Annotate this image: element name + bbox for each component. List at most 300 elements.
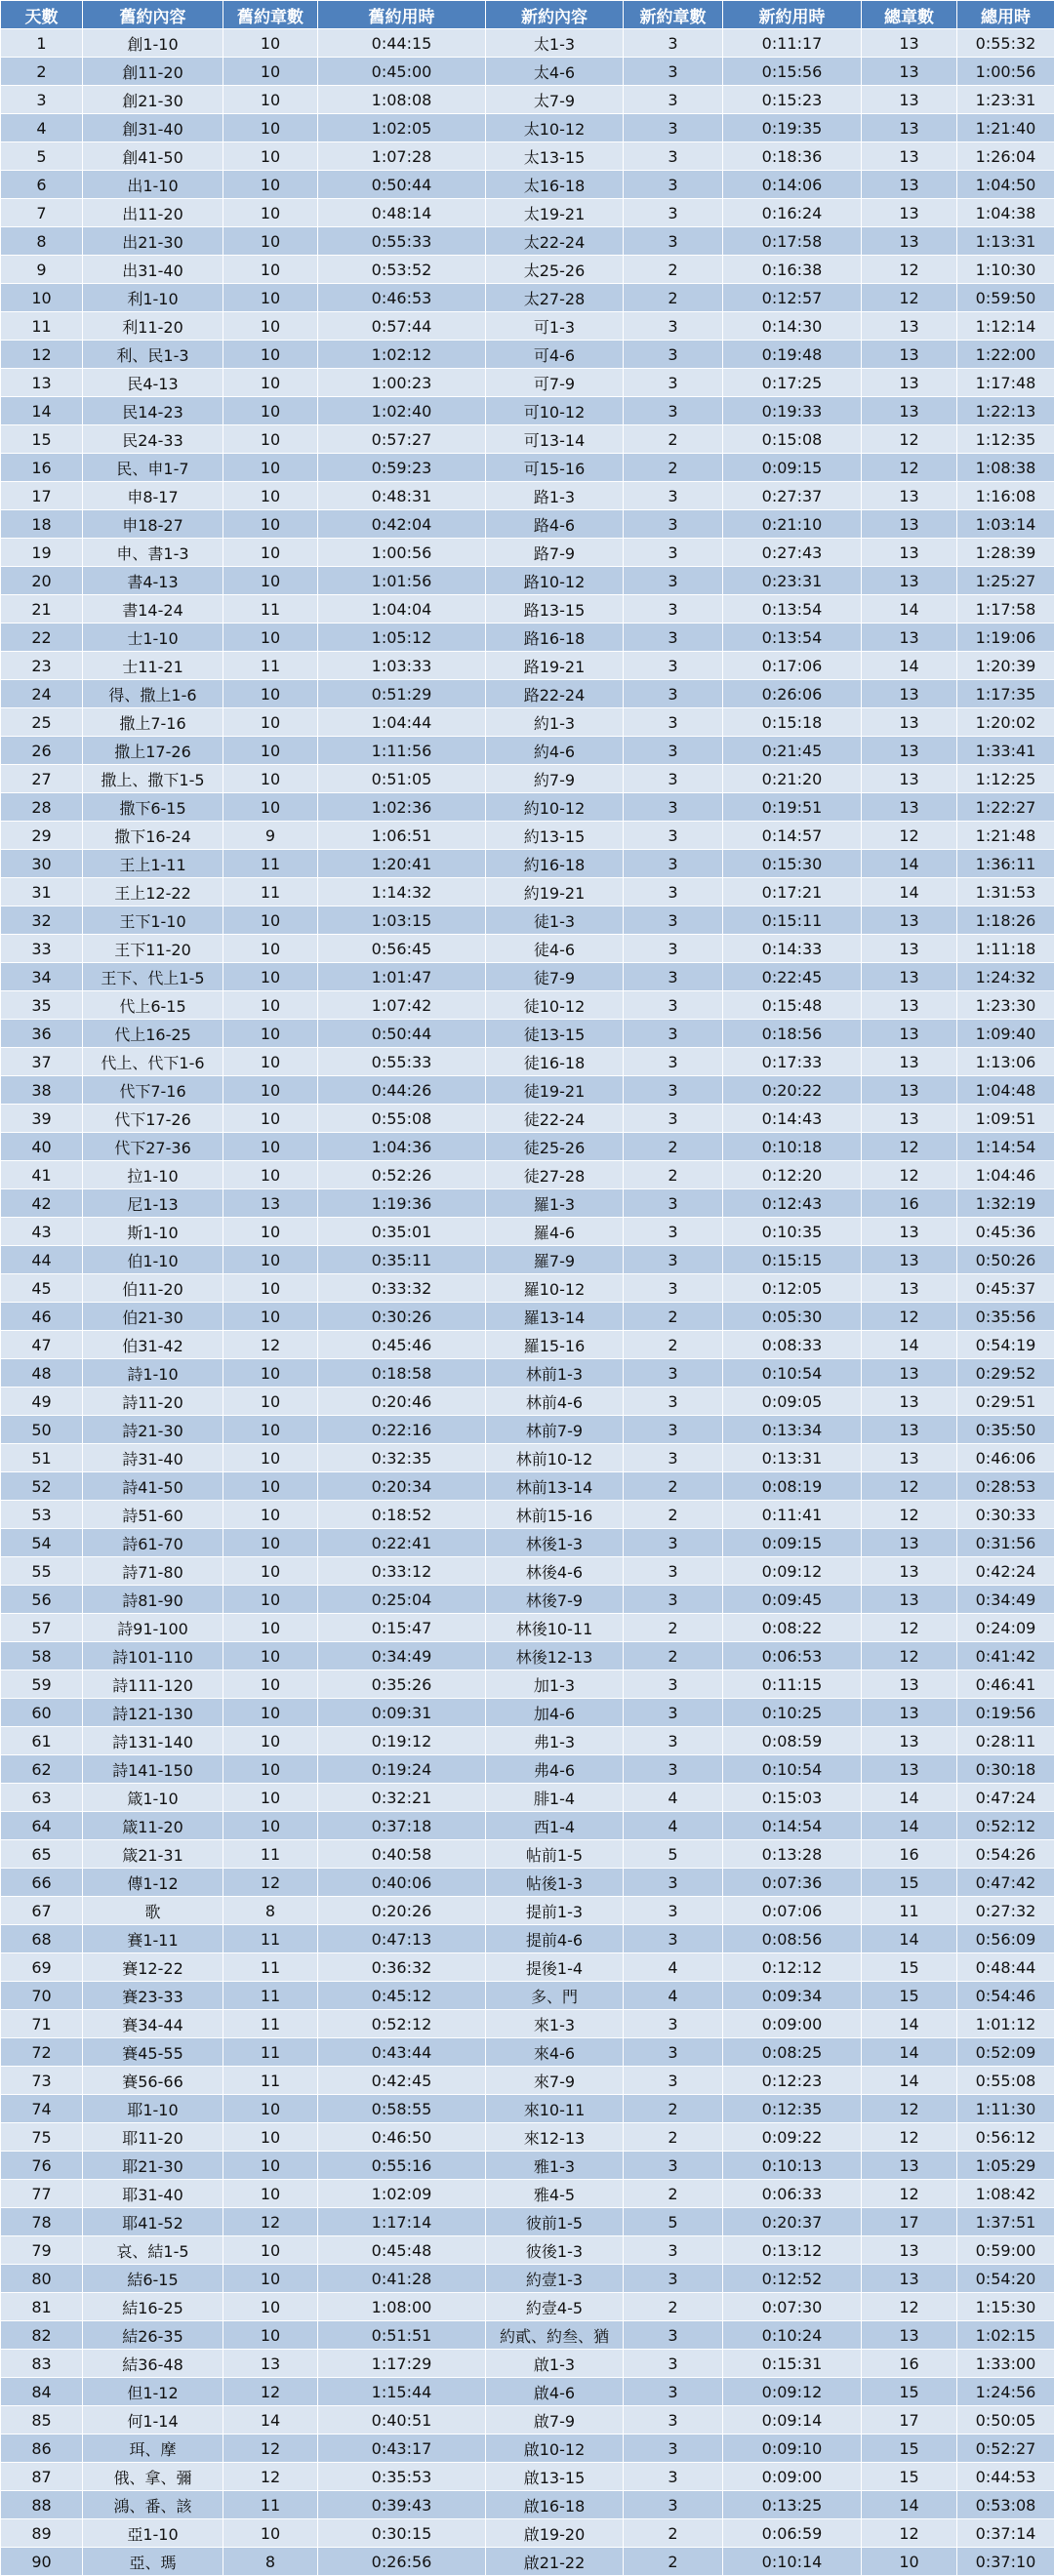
nt-content-cell: 啟21-22: [486, 2548, 624, 2576]
total-chapters-cell: 13: [862, 963, 957, 991]
ot-time-cell: 0:44:15: [318, 29, 486, 58]
day-cell: 78: [1, 2208, 83, 2236]
nt-chapters-cell: 3: [624, 1727, 723, 1755]
nt-time-cell: 0:09:22: [723, 2123, 862, 2152]
nt-chapters-cell: 3: [624, 1020, 723, 1048]
total-chapters-cell: 13: [862, 935, 957, 963]
table-row: [1, 1501, 1054, 1529]
nt-time-cell: 0:10:25: [723, 1699, 862, 1727]
ot-content-cell: 詩81-90: [83, 1586, 223, 1614]
total-chapters-cell: 12: [862, 2123, 957, 2152]
total-time-cell: 1:11:18: [957, 935, 1054, 963]
total-chapters-cell: 13: [862, 29, 957, 58]
nt-chapters-cell: 3: [624, 312, 723, 341]
total-chapters-cell: 15: [862, 2378, 957, 2406]
table-row: [1, 1246, 1054, 1274]
nt-time-cell: 0:09:05: [723, 1388, 862, 1416]
nt-chapters-cell: 4: [624, 1812, 723, 1840]
total-chapters-cell: 14: [862, 2491, 957, 2519]
table-row: [1, 1444, 1054, 1472]
table-row: [1, 765, 1054, 793]
ot-content-cell: 結36-48: [83, 2350, 223, 2378]
ot-time-cell: 1:01:47: [318, 963, 486, 991]
ot-content-cell: 但1-12: [83, 2378, 223, 2406]
total-time-cell: 1:12:25: [957, 765, 1054, 793]
ot-time-cell: 1:07:28: [318, 142, 486, 171]
ot-content-cell: 撒上、撒下1-5: [83, 765, 223, 793]
total-time-cell: 0:46:06: [957, 1444, 1054, 1472]
table-row: [1, 2236, 1054, 2265]
nt-time-cell: 0:20:22: [723, 1076, 862, 1105]
nt-time-cell: 0:26:06: [723, 680, 862, 708]
nt-time-cell: 0:14:43: [723, 1105, 862, 1133]
total-time-cell: 0:28:11: [957, 1727, 1054, 1755]
table-row: [1, 2010, 1054, 2038]
ot-chapters-cell: 10: [223, 1529, 318, 1557]
day-cell: 71: [1, 2010, 83, 2038]
ot-content-cell: 王上12-22: [83, 878, 223, 906]
total-chapters-cell: 13: [862, 1557, 957, 1586]
header-ot-content: 舊約內容: [83, 1, 223, 29]
ot-time-cell: 0:40:51: [318, 2406, 486, 2435]
table-row: [1, 1133, 1054, 1161]
ot-chapters-cell: 10: [223, 1416, 318, 1444]
ot-time-cell: 1:17:14: [318, 2208, 486, 2236]
ot-chapters-cell: 10: [223, 1246, 318, 1274]
nt-chapters-cell: 2: [624, 1614, 723, 1642]
total-time-cell: 1:25:27: [957, 567, 1054, 595]
nt-content-cell: 啟13-15: [486, 2463, 624, 2491]
ot-content-cell: 賽1-11: [83, 1925, 223, 1953]
nt-chapters-cell: 3: [624, 1444, 723, 1472]
header-day: 天數: [1, 1, 83, 29]
day-cell: 20: [1, 567, 83, 595]
nt-time-cell: 0:17:21: [723, 878, 862, 906]
nt-content-cell: 彼前1-5: [486, 2208, 624, 2236]
total-chapters-cell: 13: [862, 1388, 957, 1416]
table-row: [1, 2519, 1054, 2548]
nt-chapters-cell: 3: [624, 2321, 723, 2350]
ot-time-cell: 0:20:26: [318, 1897, 486, 1925]
nt-chapters-cell: 3: [624, 142, 723, 171]
ot-content-cell: 出31-40: [83, 256, 223, 284]
ot-chapters-cell: 8: [223, 1897, 318, 1925]
day-cell: 24: [1, 680, 83, 708]
nt-time-cell: 0:06:59: [723, 2519, 862, 2548]
nt-time-cell: 0:16:38: [723, 256, 862, 284]
nt-content-cell: 太27-28: [486, 284, 624, 312]
total-time-cell: 0:59:00: [957, 2236, 1054, 2265]
total-time-cell: 0:52:27: [957, 2435, 1054, 2463]
ot-content-cell: 民4-13: [83, 369, 223, 397]
table-row: [1, 1699, 1054, 1727]
nt-content-cell: 林後10-11: [486, 1614, 624, 1642]
table-row: [1, 1982, 1054, 2010]
nt-time-cell: 0:13:28: [723, 1840, 862, 1869]
total-time-cell: 1:01:12: [957, 2010, 1054, 2038]
table-row: [1, 1189, 1054, 1218]
total-chapters-cell: 13: [862, 142, 957, 171]
day-cell: 86: [1, 2435, 83, 2463]
nt-content-cell: 林前13-14: [486, 1472, 624, 1501]
total-time-cell: 1:36:11: [957, 850, 1054, 878]
nt-time-cell: 0:12:57: [723, 284, 862, 312]
day-cell: 43: [1, 1218, 83, 1246]
table-row: [1, 1840, 1054, 1869]
nt-chapters-cell: 2: [624, 284, 723, 312]
total-chapters-cell: 15: [862, 1869, 957, 1897]
day-cell: 17: [1, 482, 83, 510]
nt-chapters-cell: 3: [624, 1105, 723, 1133]
nt-time-cell: 0:08:56: [723, 1925, 862, 1953]
total-chapters-cell: 14: [862, 2010, 957, 2038]
ot-time-cell: 1:02:40: [318, 397, 486, 425]
ot-time-cell: 1:02:09: [318, 2180, 486, 2208]
ot-chapters-cell: 10: [223, 425, 318, 454]
table-row: [1, 397, 1054, 425]
ot-content-cell: 撒上7-16: [83, 708, 223, 737]
day-cell: 69: [1, 1953, 83, 1982]
day-cell: 74: [1, 2095, 83, 2123]
nt-time-cell: 0:07:30: [723, 2293, 862, 2321]
total-chapters-cell: 13: [862, 312, 957, 341]
ot-time-cell: 0:41:28: [318, 2265, 486, 2293]
total-chapters-cell: 12: [862, 425, 957, 454]
nt-content-cell: 來10-11: [486, 2095, 624, 2123]
total-chapters-cell: 15: [862, 1982, 957, 2010]
ot-time-cell: 0:30:26: [318, 1303, 486, 1331]
table-row: [1, 425, 1054, 454]
ot-content-cell: 賽23-33: [83, 1982, 223, 2010]
ot-content-cell: 王上1-11: [83, 850, 223, 878]
ot-chapters-cell: 10: [223, 2265, 318, 2293]
ot-chapters-cell: 11: [223, 1953, 318, 1982]
total-chapters-cell: 15: [862, 2463, 957, 2491]
ot-time-cell: 1:00:23: [318, 369, 486, 397]
table-row: [1, 1105, 1054, 1133]
nt-content-cell: 約1-3: [486, 708, 624, 737]
ot-chapters-cell: 10: [223, 1105, 318, 1133]
nt-content-cell: 啟10-12: [486, 2435, 624, 2463]
nt-content-cell: 帖前1-5: [486, 1840, 624, 1869]
nt-chapters-cell: 3: [624, 624, 723, 652]
nt-chapters-cell: 3: [624, 1869, 723, 1897]
ot-chapters-cell: 10: [223, 482, 318, 510]
ot-time-cell: 0:22:41: [318, 1529, 486, 1557]
ot-chapters-cell: 10: [223, 2180, 318, 2208]
nt-content-cell: 約壹1-3: [486, 2265, 624, 2293]
nt-chapters-cell: 3: [624, 2435, 723, 2463]
nt-time-cell: 0:13:54: [723, 624, 862, 652]
ot-chapters-cell: 10: [223, 624, 318, 652]
ot-time-cell: 1:01:56: [318, 567, 486, 595]
nt-time-cell: 0:06:33: [723, 2180, 862, 2208]
nt-content-cell: 徒10-12: [486, 991, 624, 1020]
ot-time-cell: 0:40:06: [318, 1869, 486, 1897]
ot-time-cell: 0:45:48: [318, 2236, 486, 2265]
ot-chapters-cell: 10: [223, 1274, 318, 1303]
total-chapters-cell: 13: [862, 227, 957, 256]
total-time-cell: 1:12:14: [957, 312, 1054, 341]
total-chapters-cell: 13: [862, 1274, 957, 1303]
table-row: [1, 1331, 1054, 1359]
nt-chapters-cell: 3: [624, 199, 723, 227]
nt-time-cell: 0:11:41: [723, 1501, 862, 1529]
ot-content-cell: 何1-14: [83, 2406, 223, 2435]
nt-chapters-cell: 2: [624, 1642, 723, 1670]
ot-chapters-cell: 10: [223, 171, 318, 199]
nt-content-cell: 路22-24: [486, 680, 624, 708]
day-cell: 62: [1, 1755, 83, 1784]
ot-content-cell: 書4-13: [83, 567, 223, 595]
nt-content-cell: 路16-18: [486, 624, 624, 652]
ot-time-cell: 0:55:33: [318, 227, 486, 256]
total-chapters-cell: 13: [862, 114, 957, 142]
total-time-cell: 1:15:30: [957, 2293, 1054, 2321]
nt-time-cell: 0:13:25: [723, 2491, 862, 2519]
ot-content-cell: 利11-20: [83, 312, 223, 341]
ot-content-cell: 詩21-30: [83, 1416, 223, 1444]
table-row: [1, 680, 1054, 708]
table-row: [1, 171, 1054, 199]
nt-content-cell: 太25-26: [486, 256, 624, 284]
table-row: [1, 2548, 1054, 2576]
nt-chapters-cell: 3: [624, 935, 723, 963]
nt-time-cell: 0:09:00: [723, 2010, 862, 2038]
nt-time-cell: 0:19:35: [723, 114, 862, 142]
table-body: [1, 29, 1054, 2576]
total-time-cell: 1:24:32: [957, 963, 1054, 991]
ot-content-cell: 創21-30: [83, 86, 223, 114]
ot-content-cell: 王下1-10: [83, 906, 223, 935]
total-time-cell: 0:53:08: [957, 2491, 1054, 2519]
table-row: [1, 1670, 1054, 1699]
ot-time-cell: 1:08:00: [318, 2293, 486, 2321]
total-time-cell: 0:52:12: [957, 1812, 1054, 1840]
nt-content-cell: 路7-9: [486, 539, 624, 567]
nt-time-cell: 0:15:30: [723, 850, 862, 878]
nt-chapters-cell: 3: [624, 2350, 723, 2378]
table-row: [1, 1557, 1054, 1586]
ot-chapters-cell: 10: [223, 369, 318, 397]
table-row: [1, 1897, 1054, 1925]
nt-time-cell: 0:09:12: [723, 2378, 862, 2406]
ot-time-cell: 0:09:31: [318, 1699, 486, 1727]
ot-chapters-cell: 10: [223, 1755, 318, 1784]
total-time-cell: 1:11:30: [957, 2095, 1054, 2123]
nt-chapters-cell: 3: [624, 793, 723, 822]
ot-chapters-cell: 10: [223, 1133, 318, 1161]
nt-time-cell: 0:14:06: [723, 171, 862, 199]
nt-content-cell: 徒7-9: [486, 963, 624, 991]
day-cell: 8: [1, 227, 83, 256]
total-time-cell: 1:17:48: [957, 369, 1054, 397]
ot-content-cell: 詩111-120: [83, 1670, 223, 1699]
total-chapters-cell: 13: [862, 1699, 957, 1727]
day-cell: 89: [1, 2519, 83, 2548]
nt-content-cell: 加4-6: [486, 1699, 624, 1727]
table-row: [1, 1303, 1054, 1331]
nt-chapters-cell: 3: [624, 171, 723, 199]
table-row: [1, 1642, 1054, 1670]
nt-content-cell: 林後7-9: [486, 1586, 624, 1614]
ot-time-cell: 0:32:35: [318, 1444, 486, 1472]
ot-content-cell: 民14-23: [83, 397, 223, 425]
nt-chapters-cell: 3: [624, 991, 723, 1020]
total-time-cell: 1:21:40: [957, 114, 1054, 142]
total-time-cell: 1:17:35: [957, 680, 1054, 708]
nt-time-cell: 0:21:45: [723, 737, 862, 765]
ot-chapters-cell: 10: [223, 2519, 318, 2548]
total-time-cell: 0:55:08: [957, 2067, 1054, 2095]
ot-chapters-cell: 10: [223, 510, 318, 539]
ot-time-cell: 0:30:15: [318, 2519, 486, 2548]
nt-time-cell: 0:12:12: [723, 1953, 862, 1982]
nt-content-cell: 啟1-3: [486, 2350, 624, 2378]
ot-chapters-cell: 10: [223, 2293, 318, 2321]
total-chapters-cell: 16: [862, 1189, 957, 1218]
nt-content-cell: 太1-3: [486, 29, 624, 58]
table-row: [1, 991, 1054, 1020]
total-chapters-cell: 14: [862, 1812, 957, 1840]
nt-time-cell: 0:09:45: [723, 1586, 862, 1614]
day-cell: 23: [1, 652, 83, 680]
ot-content-cell: 申、書1-3: [83, 539, 223, 567]
nt-time-cell: 0:10:13: [723, 2152, 862, 2180]
table-row: [1, 567, 1054, 595]
day-cell: 77: [1, 2180, 83, 2208]
day-cell: 25: [1, 708, 83, 737]
ot-chapters-cell: 13: [223, 2350, 318, 2378]
nt-chapters-cell: 3: [624, 2406, 723, 2435]
nt-chapters-cell: 2: [624, 454, 723, 482]
table-row: [1, 878, 1054, 906]
ot-content-cell: 創41-50: [83, 142, 223, 171]
nt-content-cell: 約16-18: [486, 850, 624, 878]
nt-chapters-cell: 3: [624, 2038, 723, 2067]
ot-content-cell: 撒下16-24: [83, 822, 223, 850]
day-cell: 73: [1, 2067, 83, 2095]
total-chapters-cell: 14: [862, 652, 957, 680]
table-row: [1, 822, 1054, 850]
total-time-cell: 0:30:18: [957, 1755, 1054, 1784]
table-row: [1, 510, 1054, 539]
ot-content-cell: 出11-20: [83, 199, 223, 227]
ot-time-cell: 0:20:46: [318, 1388, 486, 1416]
total-time-cell: 0:29:51: [957, 1388, 1054, 1416]
nt-content-cell: 羅4-6: [486, 1218, 624, 1246]
day-cell: 70: [1, 1982, 83, 2010]
ot-content-cell: 王下11-20: [83, 935, 223, 963]
ot-time-cell: 0:43:17: [318, 2435, 486, 2463]
ot-content-cell: 俄、拿、彌: [83, 2463, 223, 2491]
ot-chapters-cell: 12: [223, 2463, 318, 2491]
nt-time-cell: 0:21:10: [723, 510, 862, 539]
total-time-cell: 0:35:50: [957, 1416, 1054, 1444]
day-cell: 47: [1, 1331, 83, 1359]
nt-time-cell: 0:19:33: [723, 397, 862, 425]
nt-content-cell: 太4-6: [486, 58, 624, 86]
ot-content-cell: 詩121-130: [83, 1699, 223, 1727]
table-row: [1, 2067, 1054, 2095]
nt-content-cell: 徒16-18: [486, 1048, 624, 1076]
nt-time-cell: 0:09:15: [723, 454, 862, 482]
nt-content-cell: 來1-3: [486, 2010, 624, 2038]
ot-chapters-cell: 10: [223, 1048, 318, 1076]
nt-time-cell: 0:14:33: [723, 935, 862, 963]
header-nt-time: 新約用時: [723, 1, 862, 29]
ot-chapters-cell: 10: [223, 1020, 318, 1048]
total-chapters-cell: 13: [862, 906, 957, 935]
ot-chapters-cell: 10: [223, 2152, 318, 2180]
ot-time-cell: 0:52:12: [318, 2010, 486, 2038]
ot-content-cell: 出21-30: [83, 227, 223, 256]
nt-chapters-cell: 3: [624, 482, 723, 510]
table-row: [1, 1359, 1054, 1388]
total-chapters-cell: 13: [862, 1359, 957, 1388]
total-chapters-cell: 14: [862, 1925, 957, 1953]
nt-content-cell: 林前4-6: [486, 1388, 624, 1416]
total-chapters-cell: 14: [862, 1331, 957, 1359]
ot-time-cell: 1:02:12: [318, 341, 486, 369]
nt-chapters-cell: 3: [624, 58, 723, 86]
nt-content-cell: 徒4-6: [486, 935, 624, 963]
nt-chapters-cell: 2: [624, 1161, 723, 1189]
ot-time-cell: 1:02:36: [318, 793, 486, 822]
ot-chapters-cell: 8: [223, 2548, 318, 2576]
total-time-cell: 1:20:39: [957, 652, 1054, 680]
header-row: [1, 1, 1054, 29]
day-cell: 44: [1, 1246, 83, 1274]
day-cell: 59: [1, 1670, 83, 1699]
ot-content-cell: 結6-15: [83, 2265, 223, 2293]
total-time-cell: 1:13:31: [957, 227, 1054, 256]
total-time-cell: 1:08:38: [957, 454, 1054, 482]
ot-time-cell: 0:47:13: [318, 1925, 486, 1953]
ot-time-cell: 1:05:12: [318, 624, 486, 652]
ot-content-cell: 耶31-40: [83, 2180, 223, 2208]
nt-chapters-cell: 2: [624, 1303, 723, 1331]
ot-chapters-cell: 11: [223, 595, 318, 624]
nt-chapters-cell: 2: [624, 2548, 723, 2576]
ot-content-cell: 申8-17: [83, 482, 223, 510]
total-chapters-cell: 13: [862, 369, 957, 397]
nt-chapters-cell: 2: [624, 2519, 723, 2548]
day-cell: 34: [1, 963, 83, 991]
ot-chapters-cell: 11: [223, 1840, 318, 1869]
ot-content-cell: 箴1-10: [83, 1784, 223, 1812]
nt-time-cell: 0:15:11: [723, 906, 862, 935]
header-total-time: 總用時: [957, 1, 1054, 29]
ot-chapters-cell: 10: [223, 1076, 318, 1105]
nt-content-cell: 帖後1-3: [486, 1869, 624, 1897]
nt-time-cell: 0:10:18: [723, 1133, 862, 1161]
nt-chapters-cell: 3: [624, 878, 723, 906]
total-time-cell: 0:34:49: [957, 1586, 1054, 1614]
day-cell: 11: [1, 312, 83, 341]
nt-time-cell: 0:14:54: [723, 1812, 862, 1840]
ot-chapters-cell: 10: [223, 284, 318, 312]
nt-content-cell: 林前1-3: [486, 1359, 624, 1388]
nt-chapters-cell: 3: [624, 906, 723, 935]
total-chapters-cell: 13: [862, 539, 957, 567]
table-row: [1, 482, 1054, 510]
nt-time-cell: 0:13:34: [723, 1416, 862, 1444]
total-time-cell: 1:22:00: [957, 341, 1054, 369]
table-row: [1, 2491, 1054, 2519]
ot-content-cell: 申18-27: [83, 510, 223, 539]
table-row: [1, 312, 1054, 341]
